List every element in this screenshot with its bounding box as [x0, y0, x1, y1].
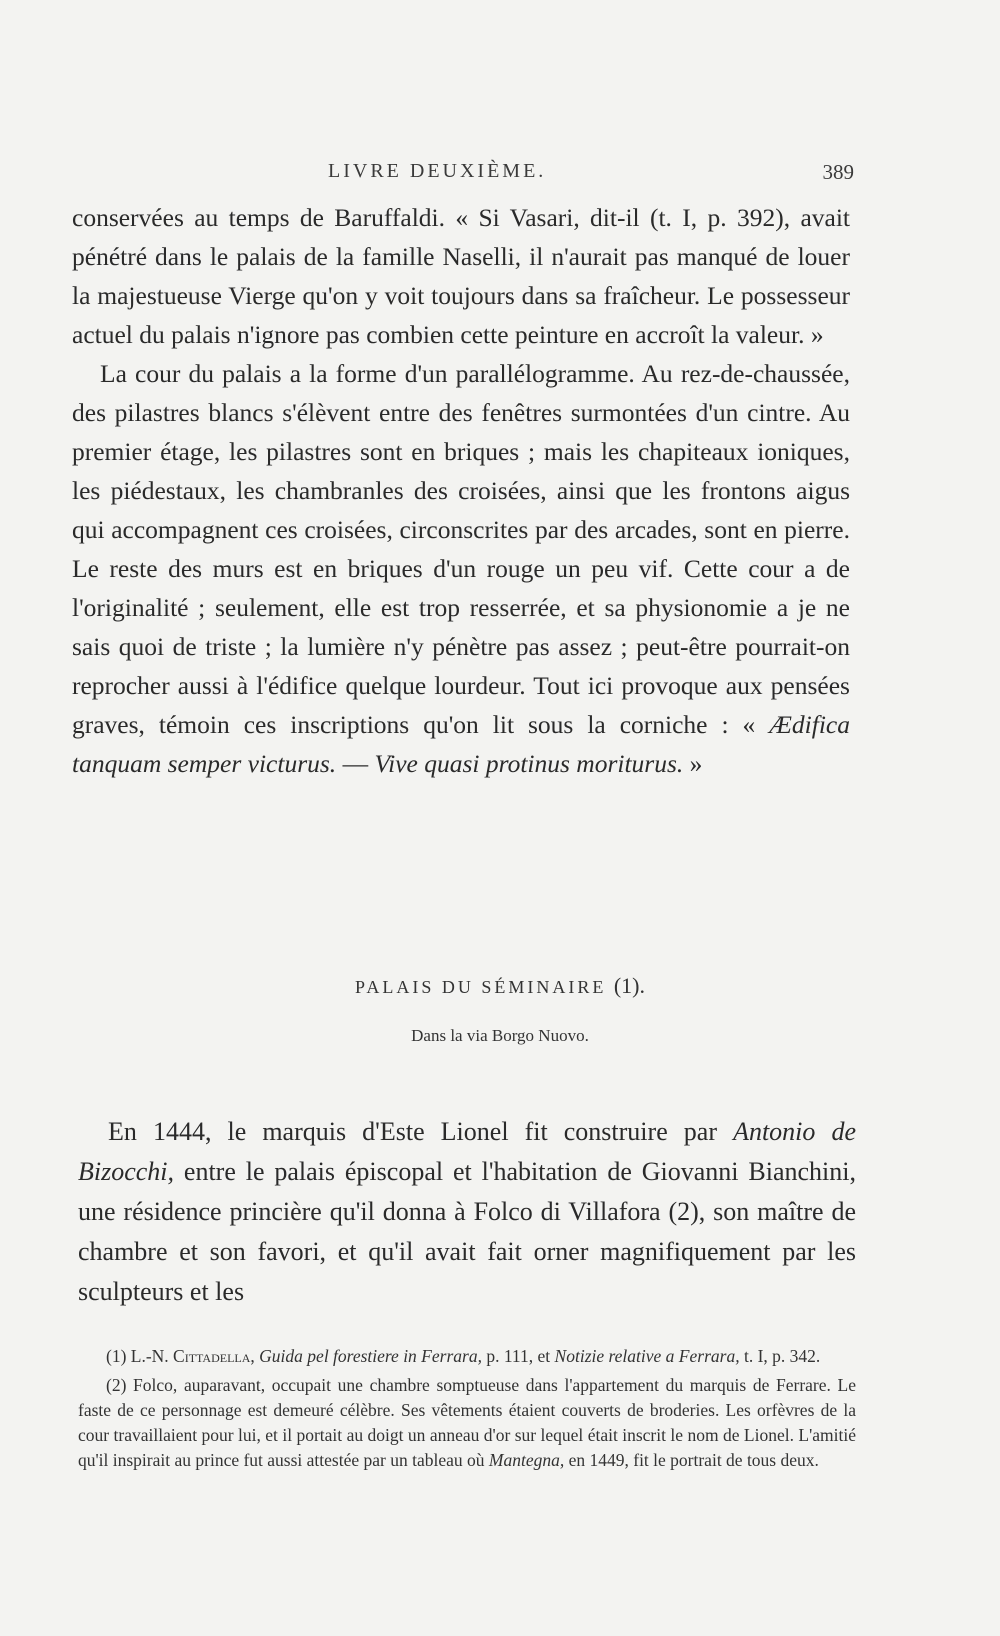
section-title-text: PALAIS DU SÉMINAIRE [354, 977, 607, 997]
seminaire-text-2: entre le palais épiscopal et l'habitation de Giovanni Bianchini, une résidence princière qu'il donna à Folco di Villafora (2), son maître de chambre et son favori, et qu'il avait fait orner magnifiquement par les sculpteurs et les [78, 1157, 856, 1306]
footnote-2-text: Folco, auparavant, occupait une chambre somptueuse dans l'appartement du marquis de Ferrare. Le faste de ce personnage est demeuré célèbre. Ses vêtements étaient couverts de broderies. Les orfèvres de la cour travaillaient pour lui, et il portait au doigt un anneau d'or sur lequel était inscrit le nom de Lionel. L'amitié qu'il inspirait au prince fut aussi attestée par un tableau où [78, 1375, 856, 1470]
footnote-1-author: L.-N. Cittadella, [130, 1346, 255, 1366]
inscription-1: Ædifica tanquam semper victurus. [72, 710, 850, 778]
footnote-1-title2: Notizie relative a Ferrara, [554, 1346, 740, 1366]
courtyard-text: La cour du palais a la forme d'un parallélogramme. Au rez-de-chaussée, des pilastres blancs s'élèvent entre des fenêtres surmontées d'un cintre. Au premier étage, les pilastres sont en briques ; mais les chapiteaux ioniques, les piédestaux, les chambranles des croisées, ainsi que les frontons aigus qui accompagnent ces croisées, circonscrites par des arcades, sont en pierre. Le reste des murs est en briques d'un rouge un peu vif. Cette cour a de l'originalité ; seulement, elle est trop resserrée, et sa physionomie a je ne sais quoi de triste ; la lumière n'y pénètre pas assez ; peut-être pourrait-on reprocher aussi à l'édifice quelque lourdeur. Tout ici provoque aux pensées graves, témoin ces inscriptions qu'on lit sous la corniche : « [72, 359, 850, 739]
quote-close: » [683, 749, 703, 778]
footnote-1-title: Guida pel forestiere in Ferrara, [259, 1346, 482, 1366]
seminaire-text-1: En 1444, le marquis d'Este Lionel fit construire par [108, 1117, 734, 1146]
footnote-1 [78, 1344, 856, 1369]
footnote-2-end: en 1449, fit le portrait de tous deux. [564, 1450, 819, 1470]
footnote-1-end: t. I, p. 342. [739, 1346, 821, 1366]
section-text [78, 1112, 856, 1312]
footnote-1-mark: (1) [106, 1346, 127, 1366]
inscription-2: Vive quasi protinus moriturus. [374, 749, 684, 778]
footnote-1-mid: p. 111, et [481, 1346, 555, 1366]
footnote-2-mark: (2) [106, 1375, 127, 1395]
inscription-dash: — [336, 749, 375, 778]
paragraph-courtyard [72, 354, 850, 783]
section-subtitle: Dans la via Borgo Nuovo. [411, 1026, 589, 1045]
section-note-ref: (1). [613, 973, 645, 998]
footnotes [78, 1344, 856, 1477]
paragraph-continuation: conservées au temps de Baruffaldi. « Si Vasari, dit-il (t. I, p. 392), avait pénétré dans le palais de la famille Naselli, il n'aurait pas manqué de louer la majestueuse Vierge qu'on y voit toujours dans sa fraîcheur. Le possesseur actuel du palais n'ignore pas combien cette peinture en accroît la valeur. » [72, 203, 850, 349]
main-text [72, 198, 850, 783]
running-head: LIVRE DEUXIÈME. [328, 160, 547, 182]
paragraph-seminaire [78, 1112, 856, 1312]
section-title [0, 973, 1000, 999]
footnote-2 [78, 1373, 856, 1473]
architect-name: Antonio de Bizocchi, [78, 1117, 856, 1186]
page-number: 389 [822, 160, 854, 184]
footnote-2-italic: Mantegna, [488, 1450, 565, 1470]
